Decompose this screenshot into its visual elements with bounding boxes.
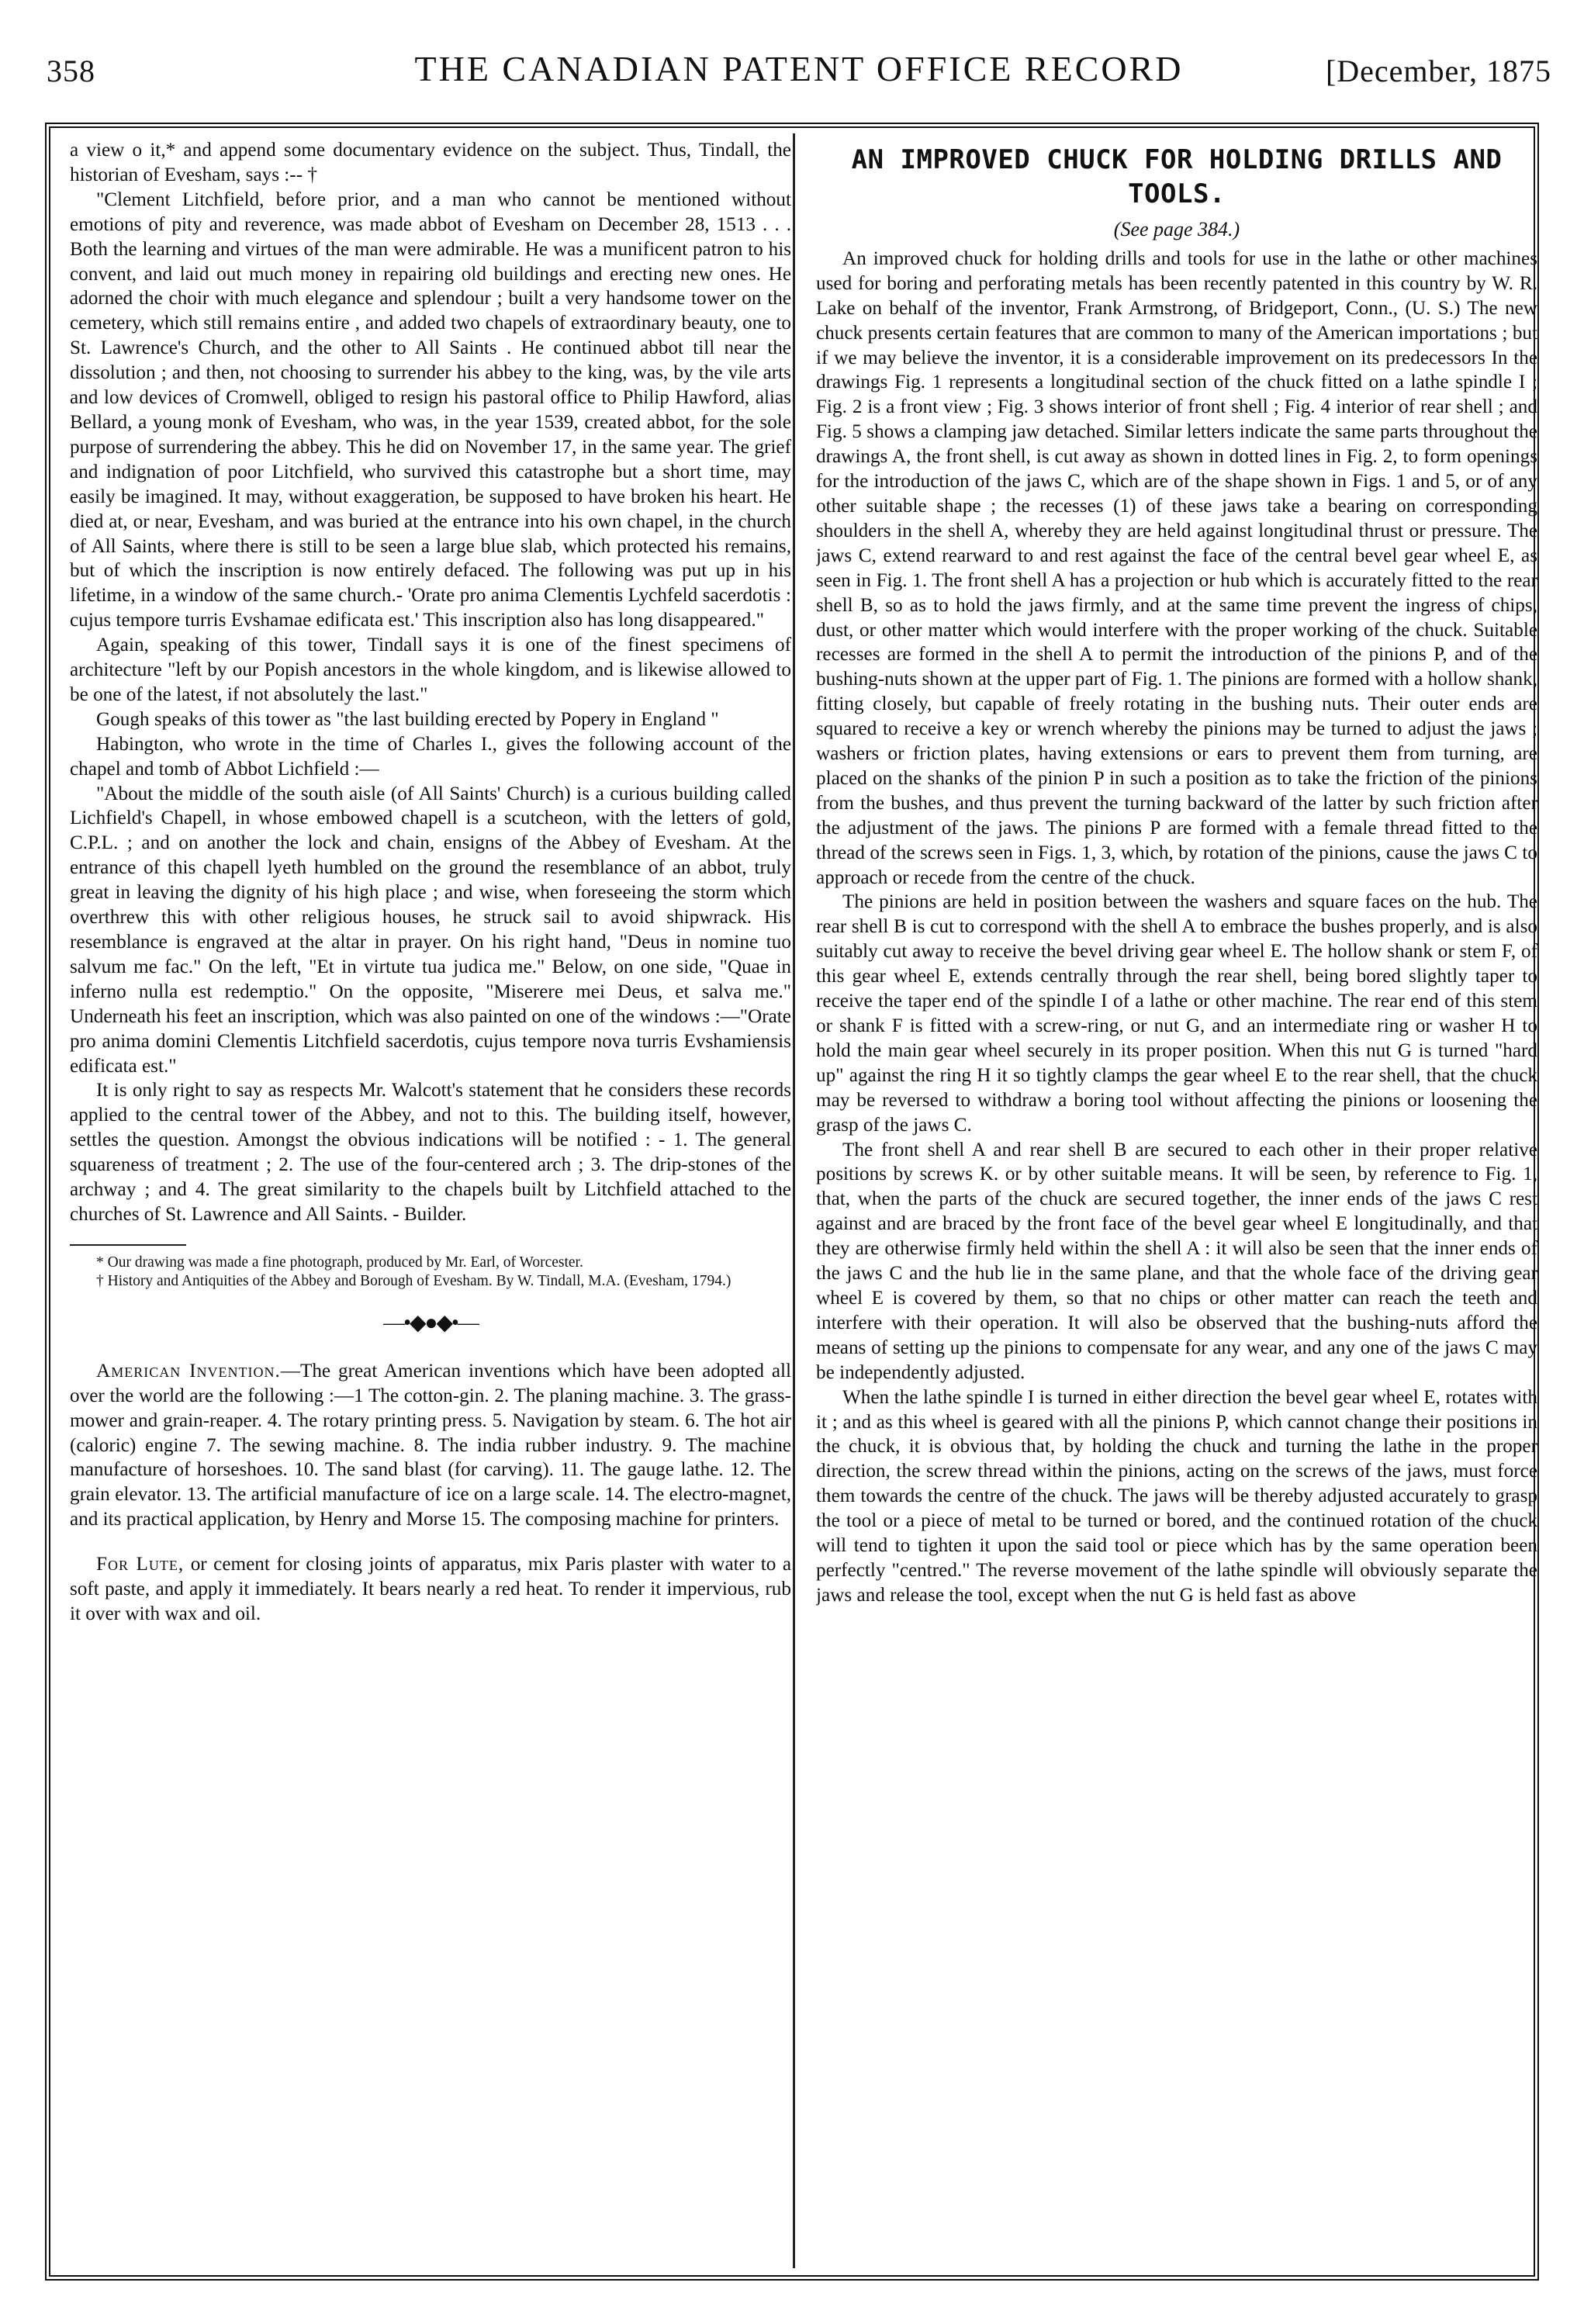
footnote-separator bbox=[70, 1244, 186, 1246]
lichfield-paragraph: "About the middle of the south aisle (of All Saints' Church) is a curious building called Lichfield's Chapell, in whose embowed chapell is a scutcheon, with the letters of gold, C.P.L. ; and on another the lock and chain, ensigns of the Abbey of Evesham. At the entrance of this chapell lyeth humbled on the ground the resemblance of an abbot, truly great in leaving the dignity of his high place ; and wise, when foreseeing the storm which overthrew this with other religious houses, he struck sail to avoid shipwrack. His resemblance is engraved at the altar in prayer. On his right hand, "Deus in nomine tuo salvum me fac." On the left, "Et in virtute tua judica me." Below, on one side, "Quae in inferno nulla est redemptio." On the opposite, "Miserere mei Deus, et salva me." Underneath his feet an inscription, which was also painted on one of the windows :—"Orate pro anima domini Clementis Litchfield sacerdotis, cujus tempore nova turris Evshamiensis edificata est." bbox=[70, 783, 791, 1077]
lute-heading: For Lute, bbox=[96, 1554, 185, 1575]
right-column bbox=[816, 138, 1537, 2270]
left-column bbox=[70, 138, 791, 2270]
page-reference: (See page 384.) bbox=[1113, 218, 1240, 240]
lute-text: or cement for closing joints of apparatus, mix Paris plaster with water to a soft paste, and apply it immediately. It bears nearly a red heat. To render it impervious, rub it over with wax and oil. bbox=[70, 1554, 791, 1624]
lichfield-paragraph: It is only right to say as respects Mr. Walcott's statement that he considers these records applied to the central tower of the Abbey, and not to this. The building itself, however, settles the question. Amongst the obvious indications will be notified : - 1. The general squareness of treatment ; 2. The use of the four-centered arch ; 3. The drip-stones of the archway ; and 4. The great similarity to the chapels built by Litchfield attached to the churches of St. Lawrence and All Saints. - Builder. bbox=[70, 1080, 791, 1225]
chuck-paragraph: When the lathe spindle I is turned in either direction the bevel gear wheel E, rotates with it ; and as this wheel is geared with all the pinions P, which cannot change their positions in the chuck, it is obvious that, by holding the chuck and turning the lathe in the proper direction, the screw thread within the pinions, acting on the screws of the jaws, must force them towards the centre of the chuck. The jaws will be thereby adjusted accurately to grasp the tool or a piece of metal to be turned or bored, and the continued rotation of the chuck will tend to tighten it upon the said tool or piece which has by the same operation been perfectly "centred." The reverse movement of the lathe spindle will obviously separate the jaws and release the tool, except when the nut G is held fast as above bbox=[816, 1386, 1537, 1606]
chuck-paragraph: The front shell A and rear shell B are secured to each other in their proper relative positions by screws K. or by other suitable means. It will be seen, by reference to Fig. 1, that, when the parts of the chuck are secured together, the inner ends of the jaws C rest against and are braced by the front face of the bevel gear wheel E longitudinally, and that they are otherwise firmly held within the shell A : it will also be seen that the inner ends of the jaws C and the hub lie in the same plane, and that the whole face of the driving gear wheel E is covered by them, so that no chips or other matter can reach the teeth and interfere with their operation. It will also be observed that the bushing-nuts afford the means of setting up the pinions to compensate for any wear, and any one of the jaws C may be independently adjusted. bbox=[816, 1139, 1537, 1383]
lichfield-paragraph: Habington, who wrote in the time of Charles I., gives the following account of the chapel and tomb of Abbot Lichfield :— bbox=[70, 733, 791, 780]
chuck-paragraph: An improved chuck for holding drills and tools for use in the lathe or other machines used for boring and perforating metals has been recently patented in this country by W. R. Lake on behalf of the inventor, Frank Armstrong, of Bridgeport, Conn., (U. S.) The new chuck presents certain features that are common to many of the American importations ; but if we may believe the inventor, it is a considerable improvement on its predecessors In the drawings Fig. 1 represents a longitudinal section of the chuck fitted on a lathe spindle I ; Fig. 2 is a front view ; Fig. 3 shows interior of front shell ; Fig. 4 interior of rear shell ; and Fig. 5 shows a clamping jaw detached. Similar letters indicate the same parts throughout the drawings A, the front shell, is cut away as shown in dotted lines in Fig. 2, to form openings for the introduction of the jaws C, which are of the shape shown in Figs. 1 and 5, or of any other suitable shape ; the recesses (1) of these jaws take a bearing on corresponding shoulders in the shell A, whereby they are held against longitudinal thrust or pressure. The jaws C, extend rearward to and rest against the face of the central bevel gear wheel E, as seen in Fig. 1. The front shell A has a projection or hub which is accurately fitted to the rear shell B, so as to hold the jaws firmly, and at the same time prevent the ingress of chips, dust, or other matter which would interfere with the proper working of the chuck. Suitable recesses are formed in the shell A to permit the introduction of the pinions P, and of the bushing-nuts shown at the upper part of Fig. 1. The pinions are formed with a hollow shank, fitting closely, but capable of freely rotating in the bushing nuts. Their outer ends are squared to receive a key or wrench whereby the pinions may be turned to adjust the jaws ; washers or friction plates, having extensions or ears to prevent them from turning, are placed on the shanks of the pinion P in such a position as to take the friction of the pinions from the bushes, and thus prevent the turning backward of the latter by such friction after the adjustment of the jaws. The pinions P are formed with a female thread fitted to the thread of the screws seen in Figs. 1, 3, which, by rotation of the pinions, cause the jaws C to approach or recede from the centre of the chuck. bbox=[816, 247, 1537, 888]
section-ornament: —•◆●◆•— bbox=[383, 1310, 478, 1335]
article-title: AN IMPROVED CHUCK FOR HOLDING DRILLS AND TOOLS. bbox=[851, 144, 1503, 209]
lichfield-paragraph: Gough speaks of this tower as "the last building erected by Popery in England " bbox=[96, 708, 719, 730]
lute-paragraph bbox=[70, 1552, 791, 1627]
issue-date: [December, 1875 bbox=[1325, 54, 1551, 88]
american-invention-heading: American Invention. bbox=[96, 1360, 281, 1382]
american-invention-text: —The great American inventions which have been adopted all over the world are the following :—1 The cotton-gin. 2. The planing machine. 3. The grass-mower and grain-reaper. 4. The rotary printing press. 5. Navigation by steam. 6. The hot air (caloric) engine 7. The sewing machine. 8. The india rubber industry. 9. The machine manufacture of horseshoes. 10. The sand blast (for carving). 11. The gauge lathe. 12. The grain elevator. 13. The artificial manufacture of ice on a large scale. 14. The electro-magnet, and its practical application, by Henry and Morse 15. The composing machine for printers. bbox=[70, 1360, 791, 1530]
american-invention-paragraph bbox=[70, 1359, 791, 1532]
column-divider bbox=[793, 133, 795, 2268]
journal-title: THE CANADIAN PATENT OFFICE RECORD bbox=[414, 49, 1184, 88]
page-number: 358 bbox=[47, 54, 95, 88]
page-header bbox=[47, 47, 1551, 93]
lichfield-paragraph: Again, speaking of this tower, Tindall says it is one of the finest specimens of architecture "left by our Popish ancestors in the whole kingdom, and is likewise allowed to be one of the latest, if not absolutely the last." bbox=[70, 635, 791, 705]
footnote: † History and Antiquities of the Abbey and Borough of Evesham. By W. Tindall, M.A. (Evesham, 1794.) bbox=[96, 1272, 731, 1289]
lichfield-paragraph: a view o it,* and append some documentary evidence on the subject. Thus, Tindall, the historian of Evesham, says :-- † bbox=[70, 140, 791, 185]
chuck-paragraph: The pinions are held in position between the washers and square faces on the hub. The rear shell B is cut to correspond with the shell A to embrace the bushes properly, and is also suitably cut away to receive the bevel driving gear wheel E. The hollow shank or stem F, of this gear wheel E, extends centrally through the rear shell, being bored slightly taper to receive the taper end of the spindle I of a lathe or other machine. The rear end of this stem or shank F is fitted with a screw-ring, or nut G, and an intermediate ring or washer H to hold the main gear wheel securely in its proper position. When this nut G is turned "hard up" against the ring H it so tightly clamps the gear wheel E to the rear shell, that the chuck may be reversed to withdraw a boring tool without affecting the pinions or loosening the grasp of the jaws C. bbox=[816, 891, 1537, 1136]
lichfield-paragraph: "Clement Litchfield, before prior, and a man who cannot be mentioned without emotions of pity and reverence, was made abbot of Evesham on December 28, 1513 . . . Both the learning and virtues of the man were admirable. He was a munificent patron to his convent, and laid out much money in repairing old buildings and erecting new ones. He adorned the choir with much elegance and splendour ; built a very handsome tower on the cemetery, which still remains entire , and added two chapels of extraordinary beauty, one to St. Lawrence's Church, and the other to All Saints . He continued abbot till near the dissolution ; and then, not choosing to surrender his abbey to the king, was, by the vile arts and low devices of Cromwell, obliged to resign his pastoral office to Philip Hawford, alias Bellard, a young monk of Evesham, who was, in the year 1539, created abbot, for the sole purpose of surrendering the abbey. This he did on November 17, in the same year. The grief and indignation of poor Litchfield, who survived this catastrophe but a short time, may easily be imagined. It may, without exaggeration, be supposed to have broken his heart. He died at, or near, Evesham, and was buried at the entrance into his own chapel, in the church of All Saints, where there is still to be seen a large blue slab, which protected his remains, but of which the inscription is now entirely defaced. The following was put up in his lifetime, in a window of the same church.- 'Orate pro anima Clementis Lychfeld sacerdotis : cujus tempore turris Evshamae edificata est.' This inscription also has long disappeared." bbox=[70, 188, 791, 631]
footnote: * Our drawing was made a fine photograph, produced by Mr. Earl, of Worcester. bbox=[96, 1254, 583, 1271]
